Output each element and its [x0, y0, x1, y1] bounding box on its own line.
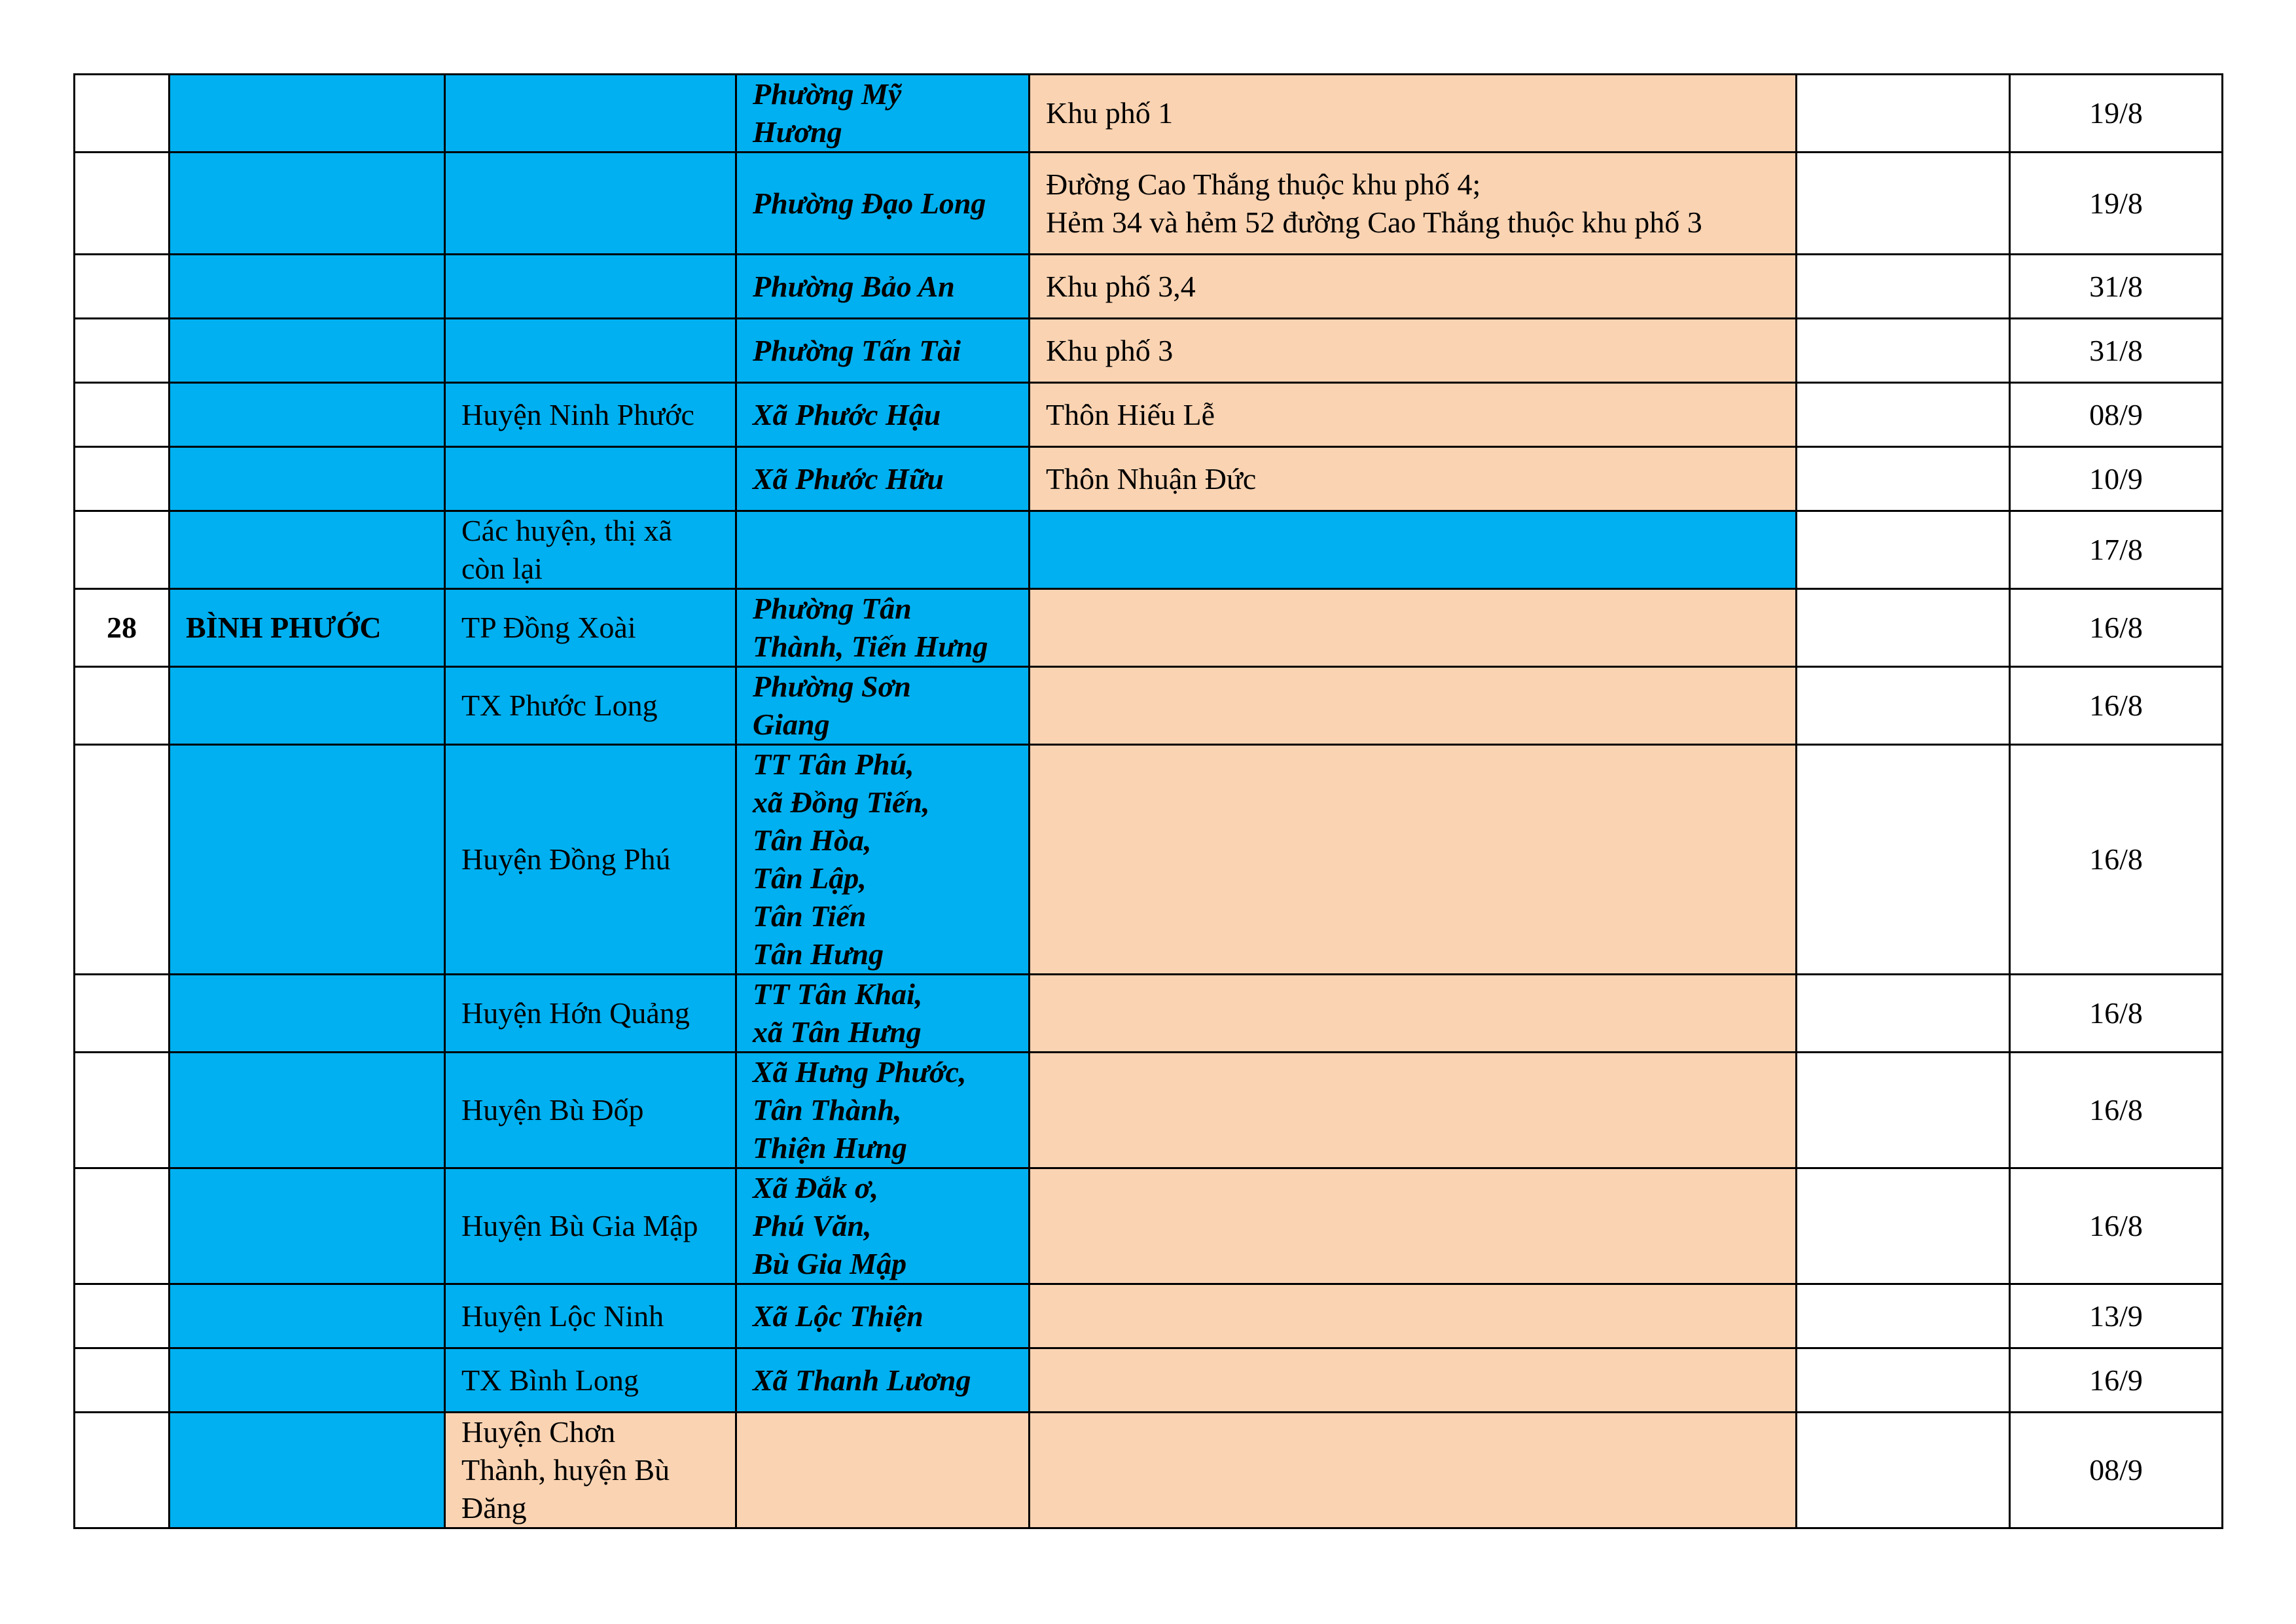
table-row	[75, 1168, 2223, 1284]
blank-cell	[1797, 1053, 2010, 1168]
row-number-cell	[75, 1053, 170, 1168]
blank-cell	[1797, 667, 2010, 745]
blank-cell	[1797, 153, 2010, 255]
area-cell	[1030, 1053, 1797, 1168]
blank-cell	[1797, 1284, 2010, 1348]
district-cell: TP Đồng Xoài	[445, 589, 736, 667]
province-cell	[170, 511, 445, 589]
date-cell: 16/8	[2010, 1168, 2223, 1284]
row-number-cell	[75, 511, 170, 589]
commune-cell	[736, 1413, 1030, 1528]
date-cell: 16/8	[2010, 667, 2223, 745]
area-cell	[1030, 1413, 1797, 1528]
commune-cell: Xã Phước Hậu	[736, 383, 1030, 447]
date-cell: 13/9	[2010, 1284, 2223, 1348]
date-cell: 31/8	[2010, 319, 2223, 383]
area-cell	[1030, 745, 1797, 975]
table-row	[75, 511, 2223, 589]
area-cell: Thôn Nhuận Đức	[1030, 447, 1797, 511]
table-row	[75, 153, 2223, 255]
date-cell: 19/8	[2010, 75, 2223, 153]
commune-cell: Phường Tấn Tài	[736, 319, 1030, 383]
commune-cell: TT Tân Phú, xã Đồng Tiến, Tân Hòa, Tân Lập, Tân Tiến Tân Hưng	[736, 745, 1030, 975]
row-number-cell	[75, 383, 170, 447]
area-cell: Thôn Hiếu Lễ	[1030, 383, 1797, 447]
date-cell: 16/8	[2010, 1053, 2223, 1168]
date-cell: 16/8	[2010, 589, 2223, 667]
row-number-cell	[75, 745, 170, 975]
blank-cell	[1797, 589, 2010, 667]
blank-cell	[1797, 447, 2010, 511]
commune-cell: Xã Phước Hữu	[736, 447, 1030, 511]
blank-cell	[1797, 975, 2010, 1053]
province-cell	[170, 255, 445, 319]
row-number-cell	[75, 153, 170, 255]
province-cell	[170, 975, 445, 1053]
blank-cell	[1797, 745, 2010, 975]
date-cell: 16/8	[2010, 745, 2223, 975]
table-row	[75, 745, 2223, 975]
commune-cell	[736, 511, 1030, 589]
blank-cell	[1797, 319, 2010, 383]
area-cell	[1030, 589, 1797, 667]
commune-cell: Xã Hưng Phước, Tân Thành, Thiện Hưng	[736, 1053, 1030, 1168]
row-number-cell	[75, 447, 170, 511]
table-row	[75, 667, 2223, 745]
commune-cell: Xã Đắk ơ, Phú Văn, Bù Gia Mập	[736, 1168, 1030, 1284]
district-cell: Huyện Lộc Ninh	[445, 1284, 736, 1348]
province-cell	[170, 1348, 445, 1413]
blank-cell	[1797, 75, 2010, 153]
commune-cell: Xã Lộc Thiện	[736, 1284, 1030, 1348]
commune-cell: Xã Thanh Lương	[736, 1348, 1030, 1413]
row-number-cell	[75, 1284, 170, 1348]
blank-cell	[1797, 1413, 2010, 1528]
area-cell	[1030, 975, 1797, 1053]
row-number-cell	[75, 1413, 170, 1528]
area-cell	[1030, 667, 1797, 745]
blank-cell	[1797, 1348, 2010, 1413]
outbreak-table	[73, 73, 2223, 1529]
date-cell: 16/9	[2010, 1348, 2223, 1413]
district-cell: Huyện Đồng Phú	[445, 745, 736, 975]
table-row	[75, 589, 2223, 667]
province-cell	[170, 1053, 445, 1168]
table-row	[75, 383, 2223, 447]
area-cell	[1030, 511, 1797, 589]
district-cell: TX Phước Long	[445, 667, 736, 745]
table-row	[75, 1053, 2223, 1168]
area-cell: Đường Cao Thắng thuộc khu phố 4; Hẻm 34 và hẻm 52 đường Cao Thắng thuộc khu phố 3	[1030, 153, 1797, 255]
date-cell: 31/8	[2010, 255, 2223, 319]
blank-cell	[1797, 383, 2010, 447]
row-number-cell	[75, 1348, 170, 1413]
commune-cell: TT Tân Khai, xã Tân Hưng	[736, 975, 1030, 1053]
province-cell	[170, 1168, 445, 1284]
blank-cell	[1797, 255, 2010, 319]
commune-cell: Phường Mỹ Hương	[736, 75, 1030, 153]
district-cell: Huyện Ninh Phước	[445, 383, 736, 447]
row-number-cell	[75, 319, 170, 383]
row-number-cell	[75, 667, 170, 745]
province-cell	[170, 319, 445, 383]
district-cell: TX Bình Long	[445, 1348, 736, 1413]
date-cell: 08/9	[2010, 383, 2223, 447]
blank-cell	[1797, 1168, 2010, 1284]
date-cell: 19/8	[2010, 153, 2223, 255]
date-cell: 16/8	[2010, 975, 2223, 1053]
row-number-cell	[75, 1168, 170, 1284]
table-row	[75, 447, 2223, 511]
table-row	[75, 1284, 2223, 1348]
area-cell	[1030, 1168, 1797, 1284]
province-cell	[170, 667, 445, 745]
blank-cell	[1797, 511, 2010, 589]
area-cell: Khu phố 3	[1030, 319, 1797, 383]
district-cell: Huyện Bù Đốp	[445, 1053, 736, 1168]
area-cell: Khu phố 1	[1030, 75, 1797, 153]
province-cell	[170, 75, 445, 153]
date-cell: 17/8	[2010, 511, 2223, 589]
province-cell	[170, 1284, 445, 1348]
district-cell	[445, 153, 736, 255]
table-row	[75, 975, 2223, 1053]
commune-cell: Phường Tân Thành, Tiến Hưng	[736, 589, 1030, 667]
table-row	[75, 255, 2223, 319]
row-number-cell: 28	[75, 589, 170, 667]
commune-cell: Phường Đạo Long	[736, 153, 1030, 255]
province-cell	[170, 447, 445, 511]
row-number-cell	[75, 975, 170, 1053]
row-number-cell	[75, 255, 170, 319]
province-cell: BÌNH PHƯỚC	[170, 589, 445, 667]
table-row	[75, 319, 2223, 383]
district-cell: Huyện Chơn Thành, huyện Bù Đăng	[445, 1413, 736, 1528]
province-cell	[170, 1413, 445, 1528]
commune-cell: Phường Sơn Giang	[736, 667, 1030, 745]
area-cell: Khu phố 3,4	[1030, 255, 1797, 319]
area-cell	[1030, 1284, 1797, 1348]
table-row	[75, 1413, 2223, 1528]
district-cell: Huyện Bù Gia Mập	[445, 1168, 736, 1284]
row-number-cell	[75, 75, 170, 153]
date-cell: 08/9	[2010, 1413, 2223, 1528]
district-cell: Huyện Hớn Quảng	[445, 975, 736, 1053]
district-cell	[445, 319, 736, 383]
date-cell: 10/9	[2010, 447, 2223, 511]
district-cell: Các huyện, thị xã còn lại	[445, 511, 736, 589]
province-cell	[170, 383, 445, 447]
district-cell	[445, 255, 736, 319]
province-cell	[170, 745, 445, 975]
province-cell	[170, 153, 445, 255]
table-row	[75, 1348, 2223, 1413]
table-row	[75, 75, 2223, 153]
district-cell	[445, 75, 736, 153]
district-cell	[445, 447, 736, 511]
area-cell	[1030, 1348, 1797, 1413]
commune-cell: Phường Bảo An	[736, 255, 1030, 319]
